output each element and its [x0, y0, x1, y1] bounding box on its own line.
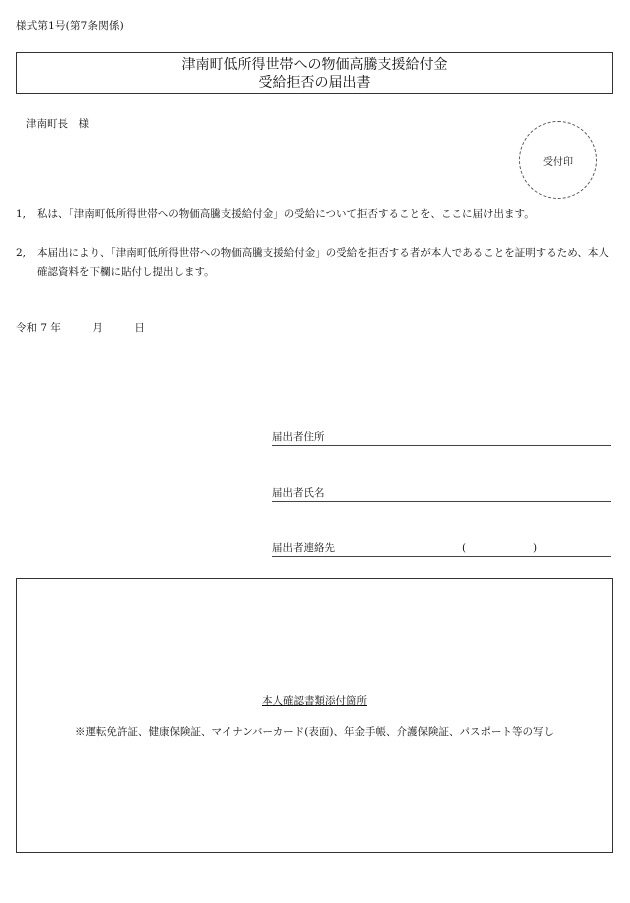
attachment-title-text: 本人確認書類添付箇所 — [262, 695, 367, 707]
attachment-title — [17, 693, 612, 708]
item-number: 2, — [16, 247, 27, 259]
document-title-line1: 津南町低所得世帯への物価高騰支援給付金 — [181, 57, 448, 73]
applicant-name-label: 届出者氏名 — [272, 487, 325, 499]
applicant-address-field[interactable] — [272, 429, 611, 446]
id-document-attachment-area — [16, 578, 613, 853]
item-text: 本届出により、「津南町低所得世帯への物価高騰支援給付金」の受給を拒否する者が本人であることを証明するため、本人確認資料を下欄に貼付し提出します。 — [37, 247, 609, 278]
item-text: 私は、「津南町低所得世帯への物価高騰支援給付金」の受給について拒否することを、ここに届け出ます。 — [37, 208, 535, 220]
applicant-contact-field[interactable] — [272, 540, 611, 557]
reception-stamp-area — [519, 121, 597, 199]
date-line: 令和 7 年 月 日 — [16, 322, 145, 334]
applicant-name-field[interactable] — [272, 485, 611, 502]
applicant-contact-label: 届出者連絡先 — [272, 542, 335, 554]
attachment-note: ※運転免許証、健康保険証、マイナンバーカード(表面)、年金手帳、介護保険証、パスポート等の写し — [74, 726, 554, 738]
contact-paren-open: ( — [462, 542, 467, 554]
form-number: 様式第1号(第7条関係) — [16, 20, 124, 32]
document-title-line2: 受給拒否の届出書 — [258, 75, 371, 91]
document-title-box — [16, 52, 613, 94]
contact-paren-close: ) — [533, 542, 538, 554]
item-number: 1, — [16, 208, 27, 220]
reception-stamp-label: 受付印 — [543, 156, 573, 168]
addressee: 津南町長 様 — [26, 118, 89, 130]
applicant-address-label: 届出者住所 — [272, 431, 325, 443]
